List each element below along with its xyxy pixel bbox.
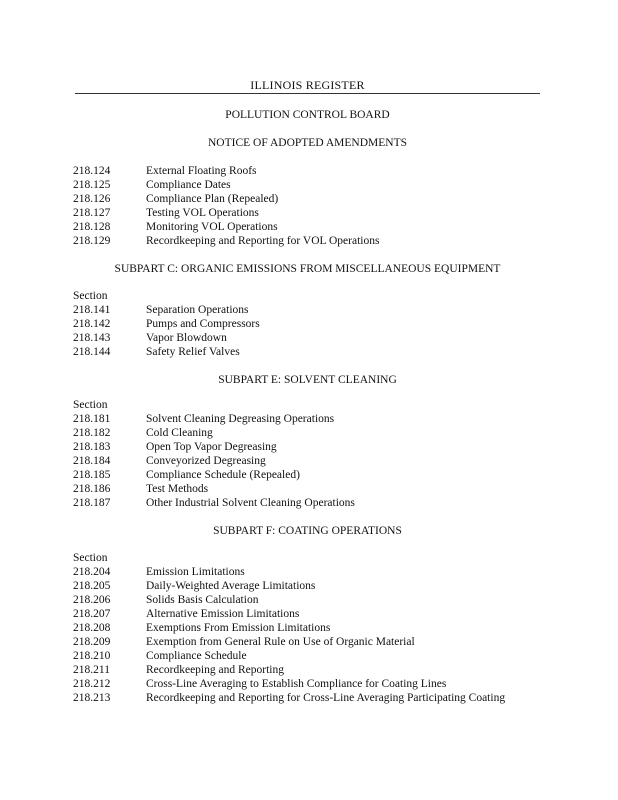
section-title: Testing VOL Operations — [146, 207, 259, 219]
notice-title: NOTICE OF ADOPTED AMENDMENTS — [207, 137, 408, 149]
header-rule — [75, 93, 540, 94]
section-number: 218.205 — [73, 580, 111, 592]
section-title: Cross-Line Averaging to Establish Compliance for Coating Lines — [146, 678, 447, 690]
section-row — [73, 192, 543, 206]
section-row — [73, 649, 543, 663]
section-label: Section — [73, 399, 108, 411]
section-label: Section — [73, 552, 108, 564]
section-title: Safety Relief Valves — [146, 346, 240, 358]
section-number: 218.213 — [73, 692, 111, 704]
section-title: Recordkeeping and Reporting for Cross-Line Averaging Participating Coating — [146, 692, 506, 704]
section-row — [73, 440, 543, 454]
section-number: 218.186 — [73, 483, 111, 495]
register-title: ILLINOIS REGISTER — [250, 78, 365, 92]
section-title: Solvent Cleaning Degreasing Operations — [146, 413, 335, 425]
section-row — [73, 635, 543, 649]
section-number: 218.212 — [73, 678, 111, 690]
section-title: External Floating Roofs — [146, 165, 257, 177]
section-title: Separation Operations — [146, 304, 249, 316]
section-title: Test Methods — [146, 483, 209, 495]
section-number: 218.183 — [73, 441, 111, 453]
section-row — [73, 317, 543, 331]
section-number: 218.141 — [73, 304, 111, 316]
section-number: 218.187 — [73, 497, 111, 509]
section-title: Compliance Plan (Repealed) — [146, 193, 279, 205]
section-row — [73, 496, 543, 510]
section-row — [73, 331, 543, 345]
section-row — [73, 607, 543, 621]
section-row — [73, 220, 543, 234]
section-title: Pumps and Compressors — [146, 318, 260, 330]
subpart-e-heading: SUBPART E: SOLVENT CLEANING — [218, 374, 397, 386]
section-title: Conveyorized Degreasing — [146, 455, 266, 467]
section-row — [73, 468, 543, 482]
section-number: 218.182 — [73, 427, 111, 439]
section-row — [73, 426, 543, 440]
section-title: Exemptions From Emission Limitations — [146, 622, 331, 634]
section-row — [73, 621, 543, 635]
section-title: Recordkeeping and Reporting — [146, 664, 284, 676]
section-title: Exemption from General Rule on Use of Organic Material — [146, 636, 415, 648]
section-title: Open Top Vapor Degreasing — [146, 441, 277, 453]
section-title: Other Industrial Solvent Cleaning Operations — [146, 497, 355, 509]
subpart-c-sections — [73, 289, 543, 359]
section-number: 218.126 — [73, 193, 111, 205]
section-row — [73, 677, 543, 691]
subpart-f-sections — [73, 551, 543, 705]
section-row — [73, 206, 543, 220]
section-number: 218.143 — [73, 332, 111, 344]
section-row — [73, 234, 543, 248]
section-title: Compliance Schedule — [146, 650, 247, 662]
section-number: 218.208 — [73, 622, 111, 634]
section-number: 218.181 — [73, 413, 111, 425]
section-label: Section — [73, 290, 108, 302]
section-row — [73, 579, 543, 593]
section-row — [73, 565, 543, 579]
section-number: 218.211 — [73, 664, 110, 676]
section-title: Emission Limitations — [146, 566, 245, 578]
section-row — [73, 482, 543, 496]
section-row — [73, 593, 543, 607]
section-title: Vapor Blowdown — [146, 332, 227, 344]
section-number: 218.185 — [73, 469, 111, 481]
page-header — [75, 78, 540, 94]
section-row — [73, 412, 543, 426]
subpart-f-heading: SUBPART F: COATING OPERATIONS — [213, 525, 402, 537]
section-row — [73, 691, 543, 705]
section-number: 218.125 — [73, 179, 111, 191]
section-row — [73, 663, 543, 677]
section-title: Solids Basis Calculation — [146, 594, 259, 606]
section-number: 218.128 — [73, 221, 111, 233]
section-number: 218.207 — [73, 608, 111, 620]
section-title: Compliance Schedule (Repealed) — [146, 469, 300, 481]
section-title: Cold Cleaning — [146, 427, 213, 439]
section-row — [73, 345, 543, 359]
section-row — [73, 454, 543, 468]
section-title: Alternative Emission Limitations — [146, 608, 300, 620]
section-number: 218.209 — [73, 636, 111, 648]
section-number: 218.124 — [73, 165, 111, 177]
board-title: POLLUTION CONTROL BOARD — [225, 109, 390, 121]
section-number: 218.206 — [73, 594, 111, 606]
section-row — [73, 164, 543, 178]
section-number: 218.142 — [73, 318, 111, 330]
subpart-c-heading: SUBPART C: ORGANIC EMISSIONS FROM MISCELLANEOUS EQUIPMENT — [114, 263, 501, 275]
section-title: Daily-Weighted Average Limitations — [146, 580, 316, 592]
section-title: Monitoring VOL Operations — [146, 221, 278, 233]
section-number: 218.144 — [73, 346, 111, 358]
section-title: Compliance Dates — [146, 179, 231, 191]
section-number: 218.210 — [73, 650, 111, 662]
section-row — [73, 303, 543, 317]
section-number: 218.129 — [73, 235, 111, 247]
section-number: 218.184 — [73, 455, 111, 467]
section-number: 218.204 — [73, 566, 111, 578]
section-number: 218.127 — [73, 207, 111, 219]
section-list-top — [73, 164, 543, 248]
subpart-e-sections — [73, 398, 543, 510]
section-row — [73, 178, 543, 192]
section-title: Recordkeeping and Reporting for VOL Operations — [146, 235, 380, 247]
